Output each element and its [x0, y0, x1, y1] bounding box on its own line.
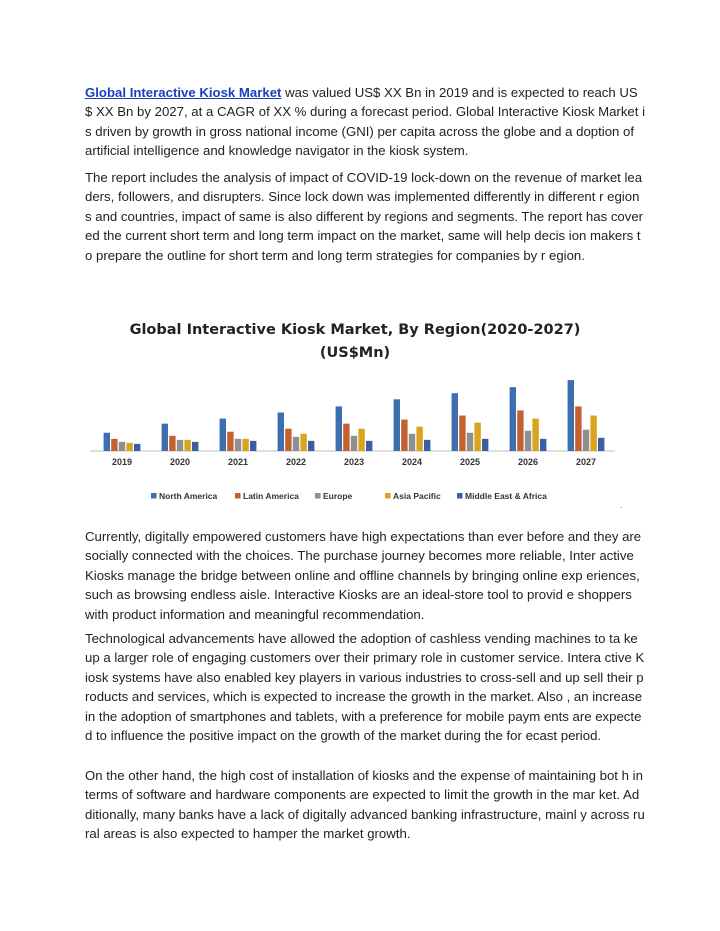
bar-2023-europe: [351, 436, 357, 451]
technology-paragraph: Technological advancements have allowed the adoption of cashless vending machines to ta ke up a larger role of engaging customers over their primary role in customer service. Intera ctive Kiosk systems have also enabled key players in various industries to cross-sell and up sell their products and services, which is expected to increase the growth in the market. Also , an increase in the adoption of smartphones and tablets, with a preference for mobile paym ents are expected to influence the positive impact on the growth of the market during the for ecast period.: [85, 631, 645, 744]
stray-mark: .: [620, 500, 623, 510]
x-tick-label: 2026: [517, 457, 539, 467]
legend-swatch: [457, 493, 463, 499]
bar-2027-north-america: [568, 380, 574, 451]
chart-title: Global Interactive Kiosk Market, By Region(2020-2027): [129, 322, 581, 338]
bar-2022-middle-east-africa: [308, 441, 314, 451]
regional-bar-chart: [85, 310, 625, 520]
x-tick-label: 2022: [285, 457, 307, 467]
bar-2026-latin-america: [517, 410, 523, 451]
bar-2020-europe: [177, 440, 183, 451]
legend-swatch: [151, 493, 157, 499]
market-link[interactable]: Global Interactive Kiosk Market: [85, 85, 282, 100]
legend-label: Latin America: [243, 491, 299, 501]
legend-label: Europe: [323, 491, 353, 501]
restraints-paragraph: On the other hand, the high cost of installation of kiosks and the expense of maintaining bot h in terms of software and hardware components are expected to limit the growth in the mar ket. Additionally, many banks have a lack of digitally advanced banking infrastructure, mainl y across rural areas is also expected to hamper the market growth.: [85, 768, 645, 842]
bar-2027-europe: [583, 430, 589, 451]
bar-2027-middle-east-africa: [598, 438, 604, 451]
legend-swatch: [315, 493, 321, 499]
x-tick-label: 2020: [169, 457, 191, 467]
x-ticks-group: [112, 457, 596, 467]
bar-2021-north-america: [220, 419, 226, 451]
bar-2027-asia-pacific: [590, 416, 596, 451]
bar-2022-europe: [293, 437, 299, 451]
bar-2024-latin-america: [401, 420, 407, 451]
chart-subtitle: (US$Mn): [319, 345, 391, 361]
bar-2025-asia-pacific: [474, 423, 480, 451]
bar-2022-asia-pacific: [300, 434, 306, 451]
legend-swatch: [235, 493, 241, 499]
bar-2019-middle-east-africa: [134, 444, 140, 451]
bar-2020-asia-pacific: [184, 440, 190, 451]
x-tick-label: 2025: [459, 457, 481, 467]
x-tick-label: 2021: [227, 457, 249, 467]
bar-2019-north-america: [104, 433, 110, 451]
bar-2024-asia-pacific: [416, 427, 422, 451]
bar-2025-latin-america: [459, 416, 465, 451]
legend-label: North America: [159, 491, 218, 501]
bar-2023-middle-east-africa: [366, 441, 372, 451]
bar-2020-north-america: [162, 424, 168, 451]
intro-text: was valued US$ XX Bn in 2019 and is expected to reach US$ XX Bn by 2027, at a CAGR of XX % during a forecast period. Global Interactive Kiosk Market is driven by growth in gross national income (GNI) per capita across the globe and a doption of artificial intelligence and knowledge navigator in the kiosk system.: [85, 85, 646, 159]
bar-2019-europe: [119, 442, 125, 451]
bar-2026-middle-east-africa: [540, 439, 546, 451]
bar-2021-middle-east-africa: [250, 441, 256, 451]
intro-paragraph: [85, 83, 645, 161]
bar-2022-north-america: [278, 412, 284, 451]
bar-2022-latin-america: [285, 429, 291, 451]
bar-2024-north-america: [394, 399, 400, 451]
bar-2021-asia-pacific: [242, 439, 248, 451]
bar-2021-latin-america: [227, 432, 233, 451]
legend-swatch: [385, 493, 391, 499]
legend: [151, 491, 547, 501]
bar-2020-middle-east-africa: [192, 442, 198, 451]
bar-2024-europe: [409, 434, 415, 451]
bar-2027-latin-america: [575, 406, 581, 451]
bar-2025-north-america: [452, 393, 458, 451]
bar-2024-middle-east-africa: [424, 440, 430, 451]
bars-group: [104, 380, 605, 451]
bar-2025-europe: [467, 433, 473, 451]
bar-2019-asia-pacific: [126, 443, 132, 451]
bar-2023-latin-america: [343, 424, 349, 451]
customer-paragraph: Currently, digitally empowered customers have high expectations than ever before and they are socially connected with the choices. The purchase journey becomes more reliable, Inter active Kiosks manage the bridge between online and offline channels by bringing online exp eriences, such as browsing endless aisle. Interactive Kiosks are an ideal-store tool to provid e shoppers with product information and meaningful recommendation.: [85, 529, 642, 622]
x-tick-label: 2019: [111, 457, 133, 467]
x-tick-label: 2023: [343, 457, 365, 467]
legend-label: Middle East & Africa: [465, 491, 547, 501]
bar-2023-asia-pacific: [358, 429, 364, 451]
x-tick-label: 2024: [401, 457, 423, 467]
bar-2023-north-america: [336, 406, 342, 451]
bar-2026-asia-pacific: [532, 419, 538, 451]
covid-impact-paragraph: The report includes the analysis of impact of COVID-19 lock-down on the revenue of market leaders, followers, and disrupters. Since lock down was implemented differently in different r egions and countries, impact of same is also different by regions and segments. The report has covered the current short term and long term impact on the market, same will help decis ion makers to prepare the outline for short term and long term strategies for companies by r egion.: [85, 170, 644, 263]
x-tick-label: 2027: [575, 457, 597, 467]
legend-label: Asia Pacific: [393, 491, 441, 501]
bar-2021-europe: [235, 439, 241, 451]
bar-2020-latin-america: [169, 436, 175, 451]
bar-2025-middle-east-africa: [482, 439, 488, 451]
bar-2026-europe: [525, 431, 531, 451]
bar-2026-north-america: [510, 387, 516, 451]
bar-2019-latin-america: [111, 439, 117, 451]
